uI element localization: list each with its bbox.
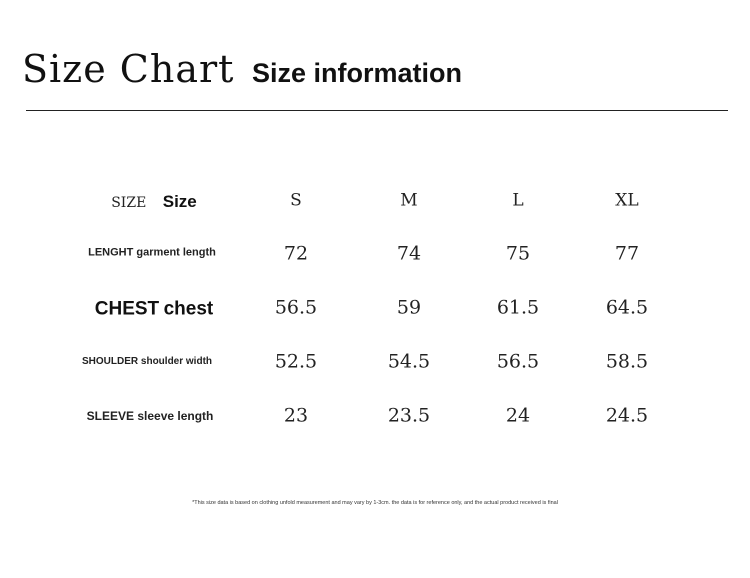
- size-label-en: SIZE: [111, 195, 147, 211]
- size-col-l: L: [512, 190, 524, 211]
- chest-value-s: 56.5: [274, 296, 318, 319]
- chest-label-en: CHEST: [94, 298, 160, 320]
- shoulder-value-l: 56.5: [496, 350, 540, 373]
- size-information-heading: Size information: [252, 58, 463, 88]
- header-divider: [26, 110, 728, 111]
- size-col-s: S: [290, 190, 302, 211]
- sleeve-label-en: SLEEVE: [86, 409, 134, 423]
- measurement-footnote: *This size data is based on clothing unfold measurement and may vary by 1-3cm. the data is for reference only, and the actual product received is final: [192, 500, 558, 506]
- chest-label-local: chest: [163, 298, 214, 320]
- chest-value-m: 59: [396, 296, 422, 319]
- chest-row-label: [95, 300, 214, 319]
- length-value-m: 74: [396, 242, 422, 265]
- chest-value-xl: 64.5: [605, 296, 649, 319]
- chest-value-l: 61.5: [496, 296, 540, 319]
- sleeve-value-xl: 24.5: [605, 404, 649, 427]
- size-label-local: Size: [162, 192, 197, 211]
- sleeve-value-s: 23: [283, 404, 309, 427]
- length-value-l: 75: [505, 242, 531, 265]
- sleeve-value-m: 23.5: [387, 404, 431, 427]
- shoulder-value-xl: 58.5: [605, 350, 649, 373]
- length-row-label: [88, 248, 216, 259]
- length-label-en: LENGHT: [88, 246, 134, 259]
- shoulder-value-m: 54.5: [387, 350, 431, 373]
- shoulder-label-en: SHOULDER: [81, 356, 139, 367]
- size-col-m: M: [400, 190, 418, 211]
- length-label-local: garment length: [136, 246, 216, 259]
- length-value-xl: 77: [614, 242, 640, 265]
- sleeve-label-local: sleeve length: [137, 409, 214, 423]
- size-chart-title: Size Chart: [22, 47, 235, 91]
- shoulder-row-label: [82, 357, 212, 367]
- sleeve-value-l: 24: [505, 404, 531, 427]
- sleeve-row-label: [87, 410, 214, 422]
- shoulder-value-s: 52.5: [274, 350, 318, 373]
- length-value-s: 72: [283, 242, 309, 265]
- size-col-xl: XL: [615, 190, 639, 211]
- shoulder-label-local: shoulder width: [140, 356, 213, 367]
- size-row-label: [111, 193, 197, 211]
